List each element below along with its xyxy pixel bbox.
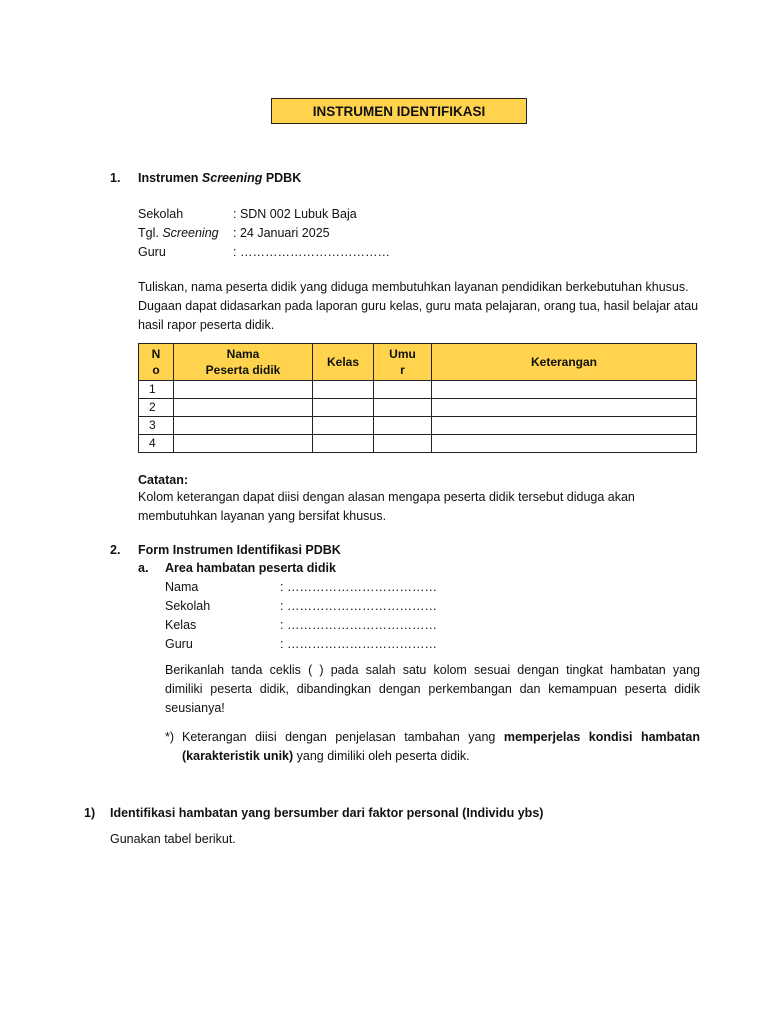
table-row [139,381,697,399]
row-number: 1 [139,381,174,399]
footnote-marker: *) [165,730,175,744]
instruction-line: Berikanlah tanda ceklis ( ) pada salah satu kolom sesuai dengan tingkat hambatan yang [165,663,700,677]
name-cell[interactable] [174,417,313,435]
section-3-text: Gunakan tabel berikut. [110,832,236,846]
school-value: : SDN 002 Lubuk Baja [233,207,357,221]
notes-cell[interactable] [432,399,697,417]
section-2-heading: Form Instrumen Identifikasi PDBK [138,543,341,557]
teacher-label: Guru [138,245,166,259]
school-label: Sekolah [165,599,211,613]
class-cell[interactable] [313,417,374,435]
row-number: 3 [139,417,174,435]
class-value: : ……………………………… [280,618,437,632]
name-cell[interactable] [174,399,313,417]
header-name: Nama Peserta didik [174,344,313,381]
name-value: : ……………………………… [280,580,437,594]
table-header-row [139,344,697,381]
class-cell[interactable] [313,381,374,399]
name-cell[interactable] [174,435,313,453]
header-class: Kelas [313,344,374,381]
instruction-line: dimiliki peserta didik, dibandingkan dengan perkembangan dan kemampuan peserta didik [165,682,700,696]
section-1-number: 1. [110,171,121,185]
instruction-line: hasil rapor peserta didik. [138,318,275,332]
section-2-number: 2. [110,543,121,557]
class-cell[interactable] [313,399,374,417]
header-notes: Keterangan [432,344,697,381]
header-no: N o [139,344,174,381]
footnote-line: (karakteristik unik) yang dimiliki oleh peserta didik. [182,749,470,763]
section-3-heading: Identifikasi hambatan yang bersumber dari faktor personal (Individu ybs) [110,806,544,820]
name-label: Nama [165,580,199,594]
subsection-letter: a. [138,561,149,575]
row-number: 2 [139,399,174,417]
table-row [139,417,697,435]
teacher-value: : ……………………………… [233,245,390,259]
age-cell[interactable] [374,417,432,435]
notes-cell[interactable] [432,435,697,453]
table-row [139,435,697,453]
header-age: Umu r [374,344,432,381]
screening-date-value: : 24 Januari 2025 [233,226,330,240]
document-title: INSTRUMEN IDENTIFIKASI [271,98,527,124]
instruction-line: Dugaan dapat didasarkan pada laporan guru kelas, guru mata pelajaran, orang tua, hasil belajar atau [138,299,699,313]
school-label: Sekolah [138,207,184,221]
table-row [139,399,697,417]
section-3-number: 1) [84,806,96,820]
class-label: Kelas [165,618,197,632]
school-value: : ……………………………… [280,599,437,613]
row-number: 4 [139,435,174,453]
notes-cell[interactable] [432,381,697,399]
screening-table [138,343,697,453]
section-1-heading: Instrumen Screening PDBK [138,171,302,185]
teacher-value: : ……………………………… [280,637,437,651]
screening-date-label: Tgl. Screening [138,226,219,240]
note-line: Kolom keterangan dapat diisi dengan alasan mengapa peserta didik tersebut diduga akan [138,490,635,504]
subsection-heading: Area hambatan peserta didik [165,561,336,575]
instruction-line: Tuliskan, nama peserta didik yang diduga membutuhkan layanan pendidikan berkebutuhan khusus. [138,280,689,294]
age-cell[interactable] [374,381,432,399]
teacher-label: Guru [165,637,193,651]
note-heading: Catatan: [138,473,189,487]
class-cell[interactable] [313,435,374,453]
footnote-line: Keterangan diisi dengan penjelasan tambahan yang memperjelas kondisi hambatan [182,730,700,744]
instruction-line: seusianya! [165,701,225,715]
notes-cell[interactable] [432,417,697,435]
name-cell[interactable] [174,381,313,399]
age-cell[interactable] [374,435,432,453]
age-cell[interactable] [374,399,432,417]
note-line: membutuhkan layanan yang bersifat khusus. [138,509,387,523]
